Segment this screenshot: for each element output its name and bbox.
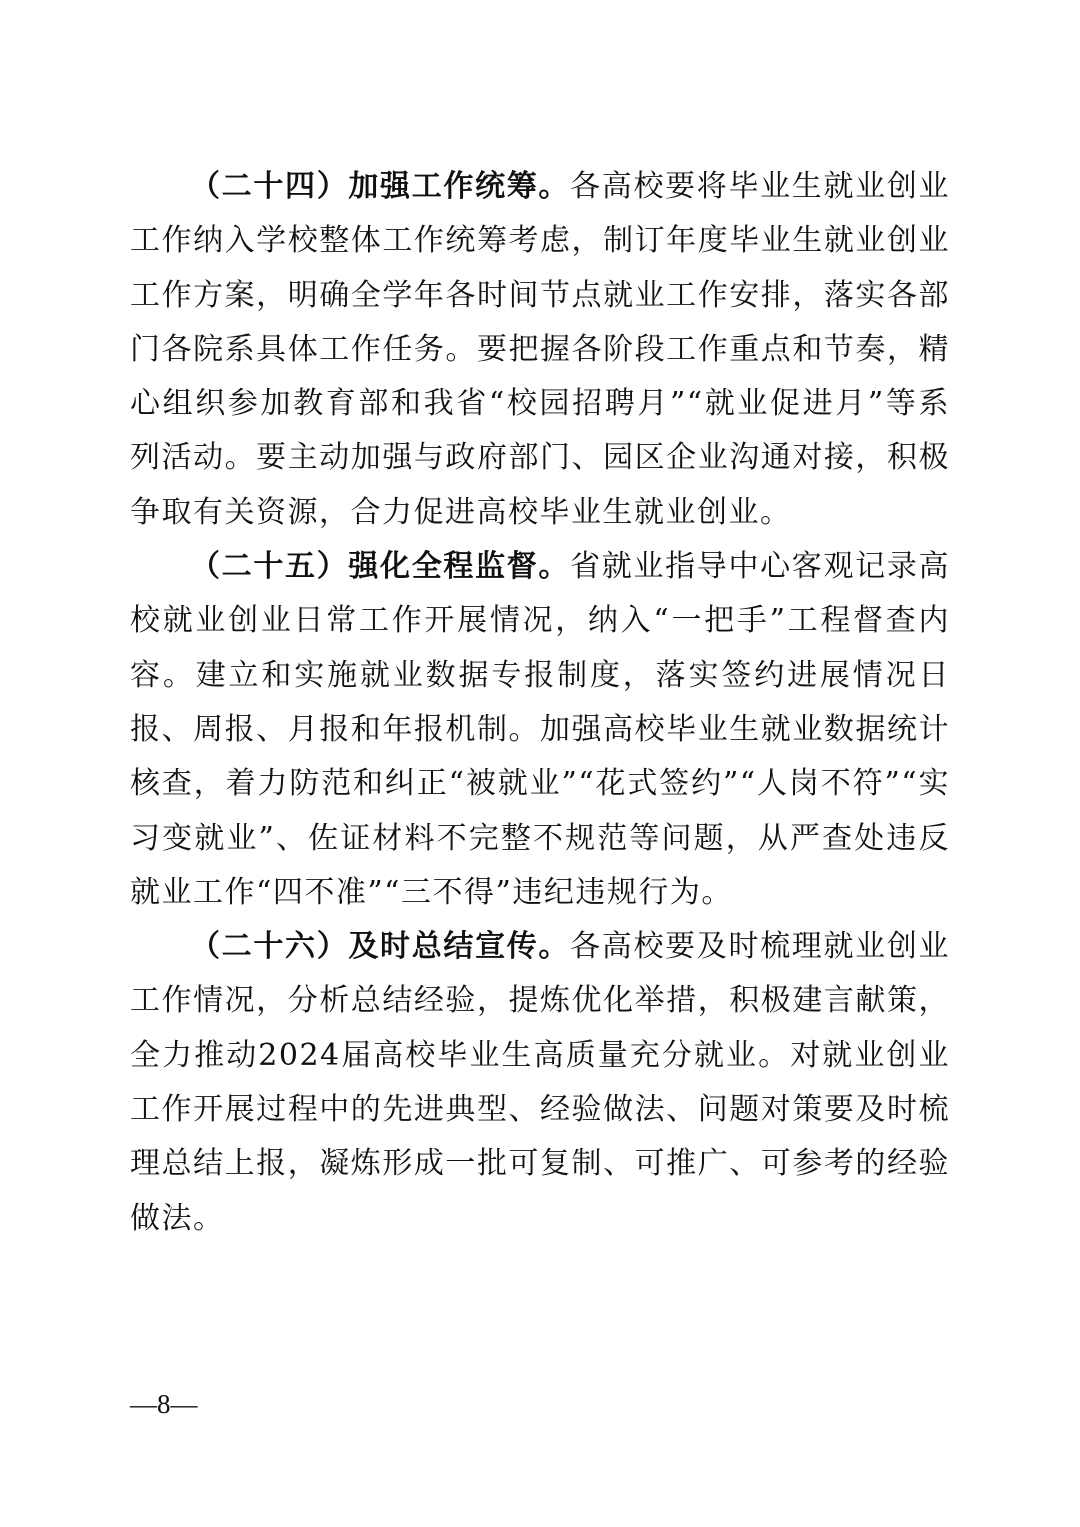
paragraph-25 — [130, 540, 950, 920]
page-number: —8— — [130, 1389, 198, 1419]
paragraph-24 — [130, 160, 950, 540]
paragraph-26 — [130, 920, 950, 1246]
paragraph-heading: （二十五）强化全程监督。 — [190, 549, 571, 585]
paragraph-text: 各高校要及时梳理就业创业工作情况，分析总结经验，提炼优化举措，积极建言献策，全力推动2024届高校毕业生高质量充分就业。对就业创业工作开展过程中的先进典型、经验做法、问题对策要及时梳理总结上报，凝炼形成一批可复制、可推广、可参考的经验做法。 — [130, 929, 951, 1236]
paragraph-text: 各高校要将毕业生就业创业工作纳入学校整体工作统筹考虑，制订年度毕业生就业创业工作方案，明确全学年各时间节点就业工作安排，落实各部门各院系具体工作任务。要把握各阶段工作重点和节奏，精心组织参加教育部和我省“校园招聘月”“就业促进月”等系列活动。要主动加强与政府部门、园区企业沟通对接，积极争取有关资源，合力促进高校毕业生就业创业。 — [130, 169, 951, 530]
paragraph-heading: （二十六）及时总结宣传。 — [190, 929, 571, 965]
paragraph-heading: （二十四）加强工作统筹。 — [190, 169, 571, 204]
document-body — [130, 160, 950, 1246]
paragraph-text: 省就业指导中心客观记录高校就业创业日常工作开展情况，纳入“一把手”工程督查内容。建立和实施就业数据专报制度，落实签约进展情况日报、周报、月报和年报机制。加强高校毕业生就业数据统计核查，着力防范和纠正“被就业”“花式签约”“人岗不符”“实习变就业”、佐证材料不完整不规范等问题，从严查处违反就业工作“四不准”“三不得”违纪违规行为。 — [130, 549, 951, 910]
